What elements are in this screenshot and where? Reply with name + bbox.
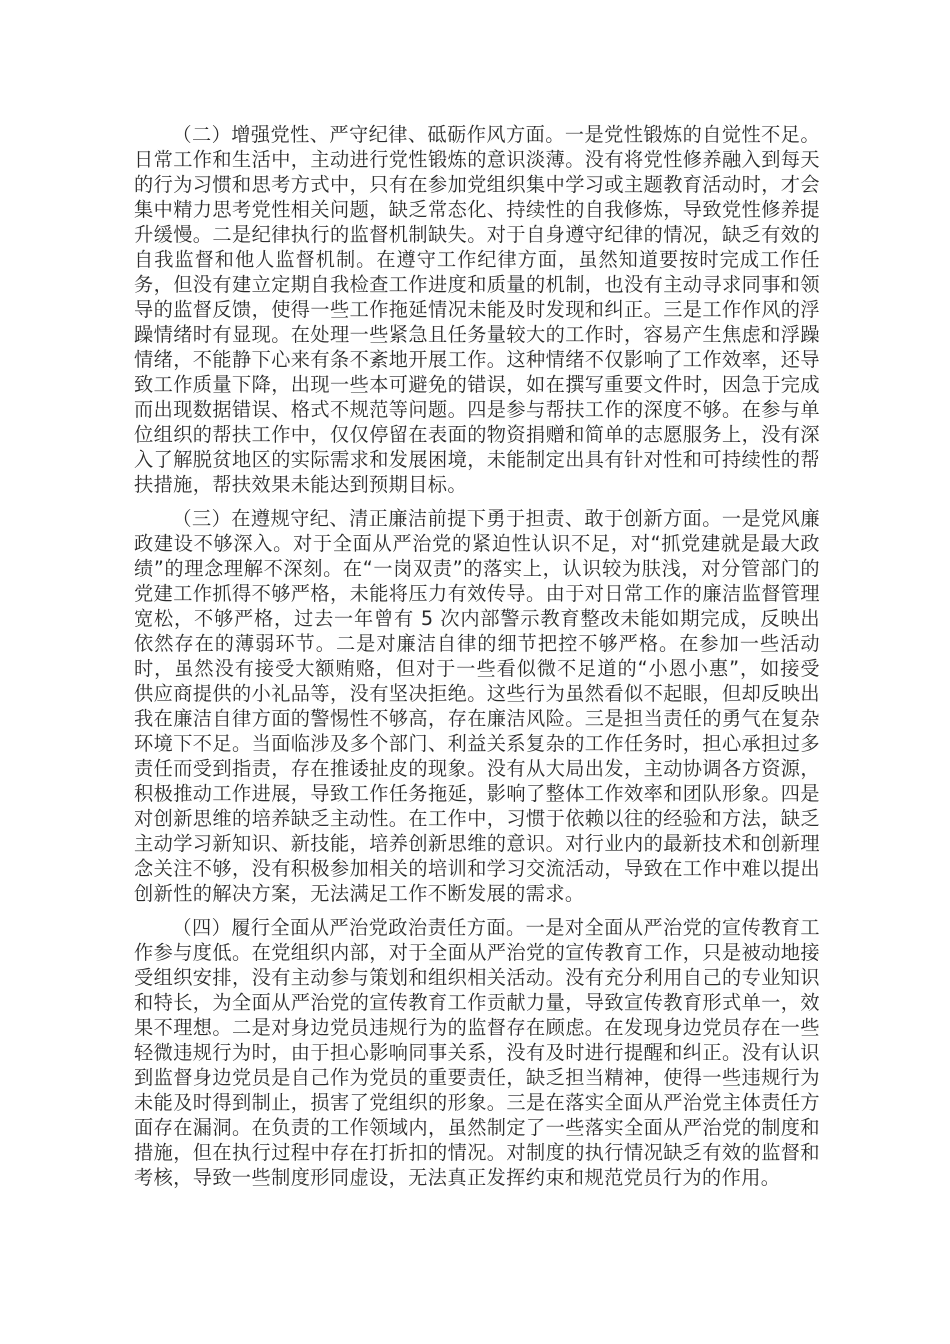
document-page [134, 122, 820, 1199]
paragraph-section-2: （二）增强党性、严守纪律、砥砺作风方面。一是党性锻炼的自觉性不足。日常工作和生活中，主动进行党性锻炼的意识淡薄。没有将党性修养融入到每天的行为习惯和思考方式中，只有在参加党组织集中学习或主题教育活动时，才会集中精力思考党性相关问题，缺乏常态化、持续性的自我修炼，导致党性修养提升缓慢。二是纪律执行的监督机制缺失。对于自身遵守纪律的情况，缺乏有效的自我监督和他人监督机制。在遵守工作纪律方面，虽然知道要按时完成工作任务，但没有建立定期自我检查工作进度和质量的机制，也没有主动寻求同事和领导的监督反馈，使得一些工作拖延情况未能及时发现和纠正。三是工作作风的浮躁情绪时有显现。在处理一些紧急且任务量较大的工作时，容易产生焦虑和浮躁情绪，不能静下心来有条不紊地开展工作。这种情绪不仅影响了工作效率，还导致工作质量下降，出现一些本可避免的错误，如在撰写重要文件时，因急于完成而出现数据错误、格式不规范等问题。四是参与帮扶工作的深度不够。在参与单位组织的帮扶工作中，仅仅停留在表面的物资捐赠和简单的志愿服务上，没有深入了解脱贫地区的实际需求和发展困境，未能制定出具有针对性和可持续性的帮扶措施，帮扶效果未能达到预期目标。 [134, 123, 820, 496]
paragraph-section-3: （三）在遵规守纪、清正廉洁前提下勇于担责、敢于创新方面。一是党风廉政建设不够深入。对于全面从严治党的紧迫性认识不足，对“抓党建就是最大政绩”的理念理解不深刻。在“一岗双责”的落实上，认识较为肤浅，对分管部门的党建工作抓得不够严格，未能将压力有效传导。由于对日常工作的廉洁监督管理宽松，不够严格，过去一年曾有 5 次内部警示教育整改未能如期完成，反映出依然存在的薄弱环节。二是对廉洁自律的细节把控不够严格。在参加一些活动时，虽然没有接受大额贿赂，但对于一些看似微不足道的“小恩小惠”，如接受供应商提供的小礼品等，没有坚决拒绝。这些行为虽然看似不起眼，但却反映出我在廉洁自律方面的警惕性不够高，存在廉洁风险。三是担当责任的勇气在复杂环境下不足。当面临涉及多个部门、利益关系复杂的工作任务时，担心承担过多责任而受到指责，存在推诿扯皮的现象。没有从大局出发，主动协调各方资源，积极推动工作进展，导致工作任务拖延，影响了整体工作效率和团队形象。四是对创新思维的培养缺乏主动性。在工作中，习惯于依赖以往的经验和方法，缺乏主动学习新知识、新技能，培养创新思维的意识。对行业内的最新技术和创新理念关注不够，没有积极参加相关的培训和学习交流活动，导致在工作中难以提出创新性的解决方案，无法满足工作不断发展的需求。 [134, 507, 820, 905]
paragraph-section-4: （四）履行全面从严治党政治责任方面。一是对全面从严治党的宣传教育工作参与度低。在党组织内部，对于全面从严治党的宣传教育工作，只是被动地接受组织安排，没有主动参与策划和组织相关活动。没有充分利用自己的专业知识和特长，为全面从严治党的宣传教育工作贡献力量，导致宣传教育形式单一，效果不理想。二是对身边党员违规行为的监督存在顾虑。在发现身边党员存在一些轻微违规行为时，由于担心影响同事关系，没有及时进行提醒和纠正。没有认识到监督身边党员是自己作为党员的重要责任，缺乏担当精神，使得一些违规行为未能及时得到制止，损害了党组织的形象。三是在落实全面从严治党主体责任方面存在漏洞。在负责的工作领域内，虽然制定了一些落实全面从严治党的制度和措施，但在执行过程中存在打折扣的情况。对制度的执行情况缺乏有效的监督和考核，导致一些制度形同虚设，无法真正发挥约束和规范党员行为的作用。 [134, 916, 820, 1189]
